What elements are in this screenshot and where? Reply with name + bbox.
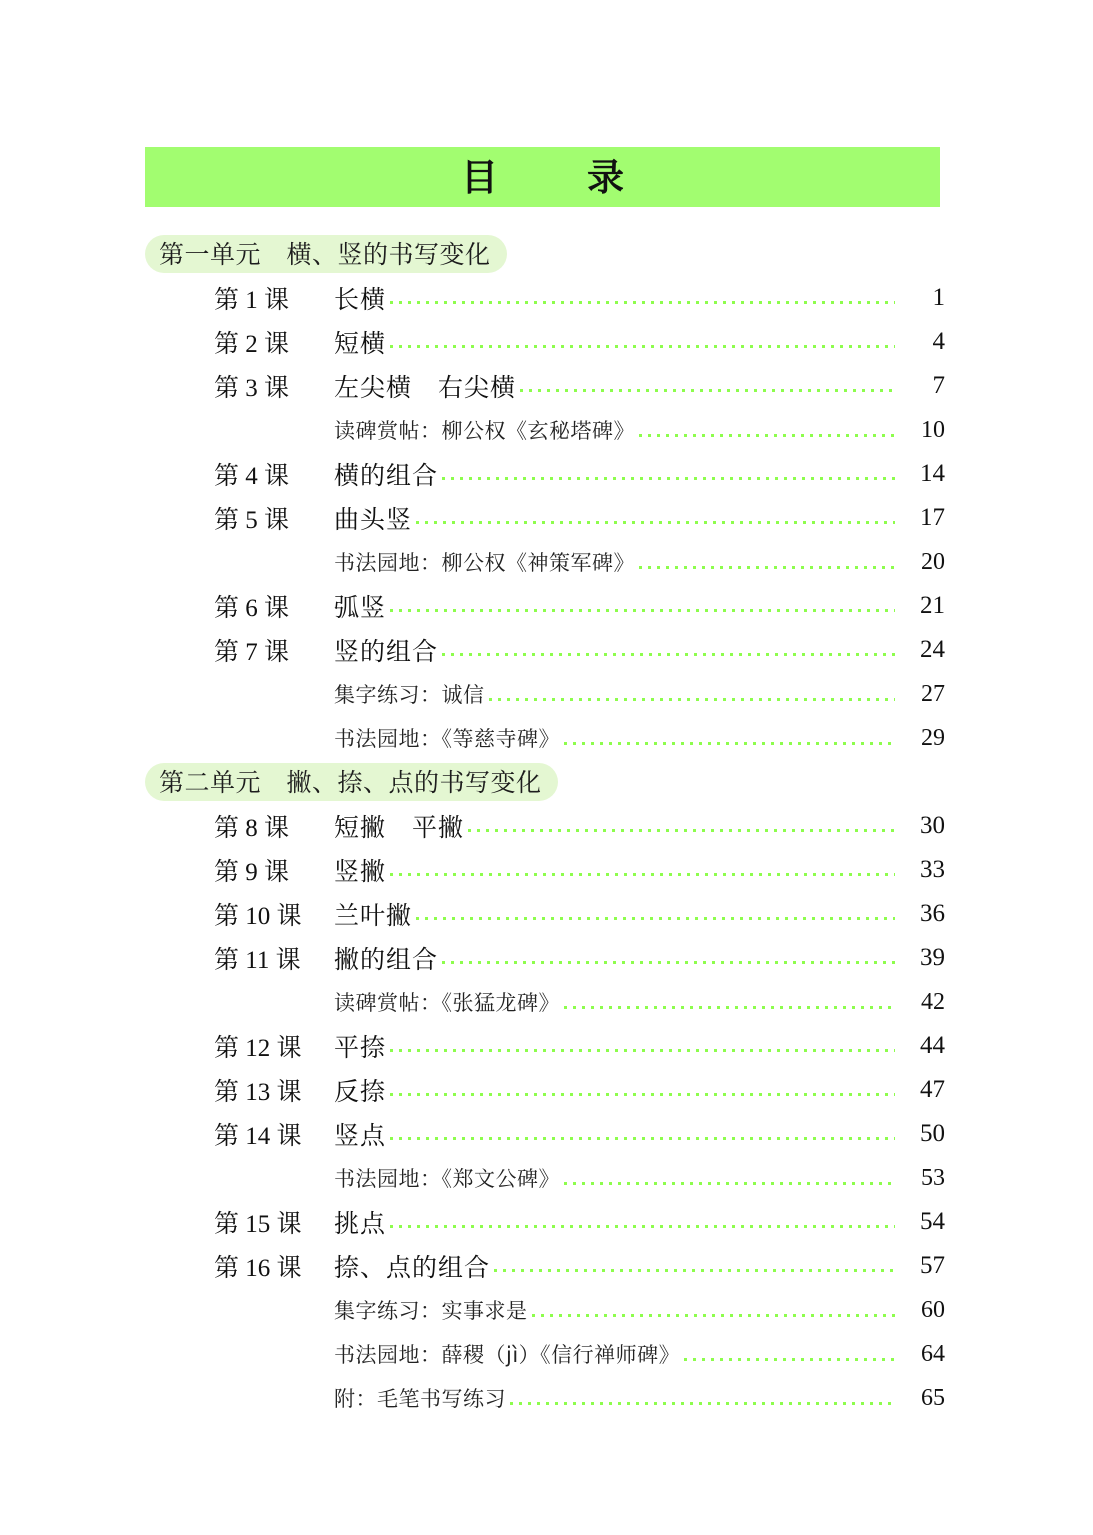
toc-entry[interactable] bbox=[145, 1244, 945, 1288]
toc-entry-title: 竖点 bbox=[334, 1123, 387, 1150]
toc-entry-title: 左尖横 右尖横 bbox=[334, 375, 517, 402]
toc-entry[interactable] bbox=[145, 1156, 945, 1200]
toc-leader-dots bbox=[390, 1122, 895, 1147]
toc-entry-page-number: 27 bbox=[921, 680, 945, 707]
toc-entry-page-number: 29 bbox=[921, 724, 945, 751]
toc-leader-dots bbox=[494, 1254, 895, 1279]
toc-entry-page-number: 30 bbox=[920, 812, 945, 839]
toc-entry-lesson-number: 第 9 课 bbox=[214, 859, 290, 886]
toc-entry-title: 挑点 bbox=[334, 1211, 387, 1238]
toc-leader-dots bbox=[390, 594, 895, 619]
toc-leader-dots bbox=[442, 462, 895, 487]
toc-entry-title: 集字练习：诚信 bbox=[334, 683, 485, 707]
toc-leader-dots bbox=[564, 990, 895, 1015]
unit-heading-row bbox=[145, 760, 945, 804]
page-title: 目 录 bbox=[461, 154, 650, 199]
toc-entry[interactable] bbox=[145, 1332, 945, 1376]
toc-entry-page-number: 20 bbox=[921, 548, 945, 575]
toc-entry-page-number: 47 bbox=[920, 1076, 945, 1103]
unit-heading-pill bbox=[145, 235, 507, 273]
toc-entry[interactable] bbox=[145, 276, 945, 320]
toc-entry-lesson-number: 第 14 课 bbox=[214, 1123, 302, 1150]
toc-entry-title: 书法园地：柳公权《神策军碑》 bbox=[334, 551, 635, 575]
toc-entry-page-number: 4 bbox=[932, 328, 945, 355]
toc-entry-title: 横的组合 bbox=[334, 463, 439, 490]
toc-entry[interactable] bbox=[145, 1024, 945, 1068]
toc-entry[interactable] bbox=[145, 1288, 945, 1332]
toc-entry-lesson-number: 第 12 课 bbox=[214, 1035, 302, 1062]
toc-entry-page-number: 7 bbox=[932, 372, 945, 399]
toc-entry-page-number: 57 bbox=[920, 1252, 945, 1279]
toc-entry-lesson-number: 第 6 课 bbox=[214, 595, 290, 622]
toc-entry-title: 书法园地：薛稷（jì）《信行禅师碑》 bbox=[334, 1343, 681, 1367]
toc-leader-dots bbox=[532, 1298, 896, 1323]
toc-entry-lesson-number: 第 13 课 bbox=[214, 1079, 302, 1106]
toc-entry-page-number: 60 bbox=[921, 1296, 945, 1323]
toc-entry-title: 捺、点的组合 bbox=[334, 1255, 491, 1282]
toc-entry-page-number: 65 bbox=[921, 1384, 945, 1411]
toc-entry-page-number: 24 bbox=[920, 636, 945, 663]
toc-entry-lesson-number: 第 2 课 bbox=[214, 331, 290, 358]
toc-leader-dots bbox=[564, 1166, 895, 1191]
toc-leader-dots bbox=[442, 946, 895, 971]
toc-leader-dots bbox=[416, 506, 895, 531]
toc-entry-page-number: 17 bbox=[920, 504, 945, 531]
toc-entry[interactable] bbox=[145, 980, 945, 1024]
toc-leader-dots bbox=[390, 858, 895, 883]
toc-leader-dots bbox=[639, 550, 895, 575]
toc-leader-dots bbox=[390, 1210, 895, 1235]
toc-entry[interactable] bbox=[145, 848, 945, 892]
toc-entry-page-number: 33 bbox=[920, 856, 945, 883]
toc-entry-page-number: 14 bbox=[920, 460, 945, 487]
toc-entry-title: 竖的组合 bbox=[334, 639, 439, 666]
toc-entry[interactable] bbox=[145, 408, 945, 452]
toc-entry-lesson-number: 第 5 课 bbox=[214, 507, 290, 534]
toc-entry[interactable] bbox=[145, 540, 945, 584]
toc-leader-dots bbox=[390, 1078, 895, 1103]
toc-leader-dots bbox=[442, 638, 895, 663]
toc-leader-dots bbox=[520, 374, 895, 399]
toc-leader-dots bbox=[468, 814, 895, 839]
toc-leader-dots bbox=[639, 418, 895, 443]
toc-entry-title: 弧竖 bbox=[334, 595, 387, 622]
toc-entry-title: 长横 bbox=[334, 287, 387, 314]
toc-entry-title: 反捺 bbox=[334, 1079, 387, 1106]
toc-entry-title: 集字练习：实事求是 bbox=[334, 1299, 528, 1323]
unit-heading-pill bbox=[145, 763, 558, 801]
table-of-contents bbox=[145, 232, 945, 1420]
toc-entry[interactable] bbox=[145, 320, 945, 364]
toc-entry[interactable] bbox=[145, 1112, 945, 1156]
toc-entry-lesson-number: 第 7 课 bbox=[214, 639, 290, 666]
toc-leader-dots bbox=[390, 286, 895, 311]
toc-leader-dots bbox=[416, 902, 895, 927]
toc-entry-page-number: 21 bbox=[920, 592, 945, 619]
toc-entry-title: 书法园地：《郑文公碑》 bbox=[334, 1167, 560, 1191]
toc-leader-dots bbox=[390, 330, 895, 355]
toc-entry-lesson-number: 第 1 课 bbox=[214, 287, 290, 314]
toc-entry[interactable] bbox=[145, 804, 945, 848]
toc-entry-page-number: 1 bbox=[932, 284, 945, 311]
toc-entry-page-number: 54 bbox=[920, 1208, 945, 1235]
toc-entry-lesson-number: 第 15 课 bbox=[214, 1211, 302, 1238]
toc-entry-title: 短横 bbox=[334, 331, 387, 358]
toc-entry-lesson-number: 第 8 课 bbox=[214, 815, 290, 842]
toc-entry-title: 平捺 bbox=[334, 1035, 387, 1062]
toc-entry[interactable] bbox=[145, 452, 945, 496]
toc-entry-title: 竖撇 bbox=[334, 859, 387, 886]
toc-entry-title: 书法园地：《等慈寺碑》 bbox=[334, 727, 560, 751]
toc-entry[interactable] bbox=[145, 672, 945, 716]
toc-leader-dots bbox=[390, 1034, 895, 1059]
toc-entry-title: 短撇 平撇 bbox=[334, 815, 465, 842]
unit-heading-row bbox=[145, 232, 945, 276]
toc-entry-title: 兰叶撇 bbox=[334, 903, 413, 930]
toc-entry[interactable] bbox=[145, 716, 945, 760]
toc-entry-title: 附：毛笔书写练习 bbox=[334, 1387, 506, 1411]
toc-entry[interactable] bbox=[145, 496, 945, 540]
toc-entry-page-number: 50 bbox=[920, 1120, 945, 1147]
toc-entry-lesson-number: 第 3 课 bbox=[214, 375, 290, 402]
toc-entry-page-number: 64 bbox=[921, 1340, 945, 1367]
toc-entry-lesson-number: 第 16 课 bbox=[214, 1255, 302, 1282]
toc-entry[interactable] bbox=[145, 892, 945, 936]
toc-entry-lesson-number: 第 10 课 bbox=[214, 903, 302, 930]
toc-entry-title: 读碑赏帖：《张猛龙碑》 bbox=[334, 991, 560, 1015]
toc-entry[interactable] bbox=[145, 936, 945, 980]
toc-entry-page-number: 42 bbox=[921, 988, 945, 1015]
toc-entry[interactable] bbox=[145, 1200, 945, 1244]
page-title-banner bbox=[145, 147, 940, 207]
unit-heading-label: 第一单元 横、竖的书写变化 bbox=[159, 239, 491, 269]
unit-heading-label: 第二单元 撇、捺、点的书写变化 bbox=[159, 767, 542, 797]
toc-entry-page-number: 53 bbox=[921, 1164, 945, 1191]
toc-entry-title: 曲头竖 bbox=[334, 507, 413, 534]
toc-leader-dots bbox=[564, 726, 895, 751]
toc-entry[interactable] bbox=[145, 364, 945, 408]
toc-entry[interactable] bbox=[145, 628, 945, 672]
toc-entry-title: 撇的组合 bbox=[334, 947, 439, 974]
toc-entry-page-number: 10 bbox=[921, 416, 945, 443]
toc-leader-dots bbox=[489, 682, 896, 707]
toc-leader-dots bbox=[510, 1386, 895, 1411]
toc-entry[interactable] bbox=[145, 1376, 945, 1420]
toc-entry-lesson-number: 第 11 课 bbox=[214, 947, 301, 974]
toc-entry-page-number: 39 bbox=[920, 944, 945, 971]
toc-entry-title: 读碑赏帖：柳公权《玄秘塔碑》 bbox=[334, 419, 635, 443]
toc-entry[interactable] bbox=[145, 584, 945, 628]
toc-entry-page-number: 44 bbox=[920, 1032, 945, 1059]
toc-entry[interactable] bbox=[145, 1068, 945, 1112]
toc-entry-page-number: 36 bbox=[920, 900, 945, 927]
toc-leader-dots bbox=[684, 1342, 895, 1367]
toc-entry-lesson-number: 第 4 课 bbox=[214, 463, 290, 490]
